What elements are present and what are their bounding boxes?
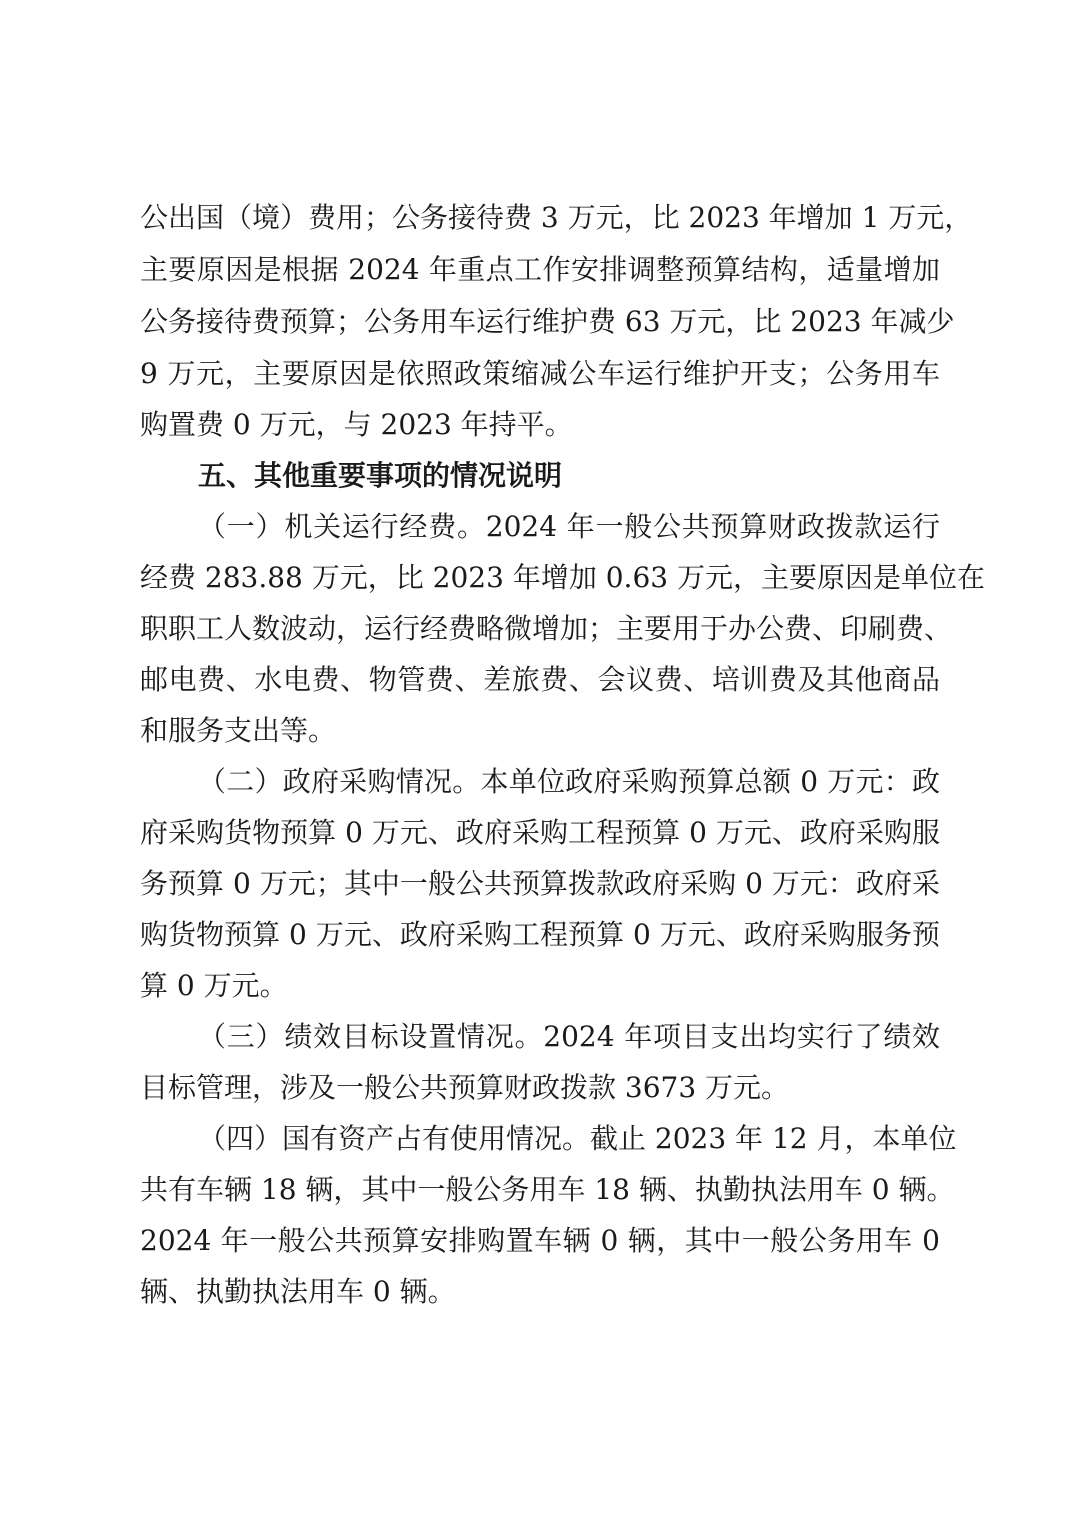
paragraph-line: （四）国有资产占有使用情况。截止 2023 年 12 月，本单位 xyxy=(198,1122,957,1155)
paragraph-line: 公出国（境）费用；公务接待费 3 万元，比 2023 年增加 1 万元， xyxy=(140,201,973,234)
paragraph-line: 目标管理，涉及一般公共预算财政拨款 3673 万元。 xyxy=(140,1071,790,1104)
section-heading: 五、其他重要事项的情况说明 xyxy=(198,459,563,492)
paragraph-line: （三）绩效目标设置情况。2024 年项目支出均实行了绩效 xyxy=(198,1020,940,1053)
paragraph-line: 经费 283.88 万元，比 2023 年增加 0.63 万元，主要原因是单位在 xyxy=(140,561,985,594)
paragraph-line: （二）政府采购情况。本单位政府采购预算总额 0 万元：政 xyxy=(198,765,940,798)
paragraph-line: 和服务支出等。 xyxy=(140,714,337,747)
paragraph-line: 职职工人数波动，运行经费略微增加；主要用于办公费、印刷费、 xyxy=(140,612,953,645)
paragraph-line: 算 0 万元。 xyxy=(140,969,288,1002)
paragraph-line: 公务接待费预算；公务用车运行维护费 63 万元，比 2023 年减少 xyxy=(140,305,955,338)
paragraph-line: （一）机关运行经费。2024 年一般公共预算财政拨款运行 xyxy=(198,510,940,543)
paragraph-line: 购货物预算 0 万元、政府采购工程预算 0 万元、政府采购服务预 xyxy=(140,918,940,951)
paragraph-line: 邮电费、水电费、物管费、差旅费、会议费、培训费及其他商品 xyxy=(140,663,940,696)
paragraph-line: 辆、执勤执法用车 0 辆。 xyxy=(140,1275,456,1308)
paragraph-line: 府采购货物预算 0 万元、政府采购工程预算 0 万元、政府采购服 xyxy=(140,816,940,849)
paragraph-line: 务预算 0 万元；其中一般公共预算拨款政府采购 0 万元：政府采 xyxy=(140,867,940,900)
paragraph-line: 共有车辆 18 辆，其中一般公务用车 18 辆、执勤执法用车 0 辆。 xyxy=(140,1173,955,1206)
paragraph-line: 2024 年一般公共预算安排购置车辆 0 辆，其中一般公务用车 0 xyxy=(140,1224,940,1257)
paragraph-line: 主要原因是根据 2024 年重点工作安排调整预算结构，适量增加 xyxy=(140,253,940,286)
paragraph-line: 9 万元，主要原因是依照政策缩减公车运行维护开支；公务用车 xyxy=(140,357,940,390)
paragraph-line: 购置费 0 万元，与 2023 年持平。 xyxy=(140,408,573,441)
